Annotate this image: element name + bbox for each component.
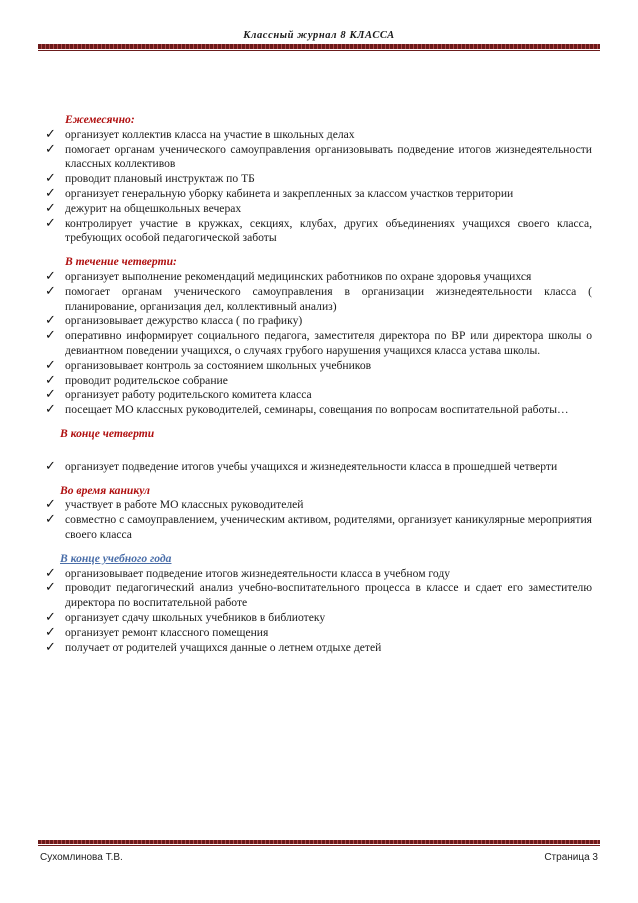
checkmark-icon: ✓ bbox=[45, 458, 56, 474]
list-holidays bbox=[44, 498, 592, 542]
checkmark-icon: ✓ bbox=[45, 372, 56, 388]
list-item: ✓ организовывает контроль за состоянием школьных учебников bbox=[45, 357, 372, 373]
list-item: ✓ организует работу родительского комитета класса bbox=[45, 387, 312, 403]
list-item: ✓ организует сдачу школьных учебников в библиотеку bbox=[45, 609, 326, 625]
checkmark-icon: ✓ bbox=[45, 185, 56, 201]
list-item: ✓ помогает органам ученического самоуправления организовывать подведение итогов жизнедеятельности классных коллективов bbox=[45, 141, 592, 171]
checkmark-icon: ✓ bbox=[45, 171, 56, 187]
section-title: В конце учебного года bbox=[60, 551, 172, 565]
checkmark-icon: ✓ bbox=[45, 357, 56, 373]
list-item: ✓ организует коллектив класса на участие в школьных делах bbox=[45, 126, 355, 142]
list-item: ✓ организует выполнение рекомендаций медицинских работников по охране здоровья учащихся bbox=[45, 268, 532, 284]
list-item: ✓ совместно с самоуправлением, ученическим активом, родителями, организует каникулярные мероприятия своего класса bbox=[45, 512, 592, 541]
list-item: ✓ проводит педагогический анализ учебно-воспитательного процесса в классе и сдает его заместителю директора по воспитательной работе bbox=[45, 580, 592, 610]
section-title: Во время каникул bbox=[60, 483, 151, 497]
list-item: ✓ проводит плановый инструктаж по ТБ bbox=[45, 171, 255, 187]
list-item: ✓ помогает органам ученического самоуправления в организации жизнедеятельности класса ( планирование, организация дел, коллективный анализ) bbox=[45, 283, 592, 313]
footer-page-number: Страница 3 bbox=[544, 852, 598, 863]
checkmark-icon: ✓ bbox=[45, 215, 56, 231]
document-body bbox=[44, 113, 592, 655]
checkmark-icon: ✓ bbox=[45, 497, 56, 513]
checkmark-icon: ✓ bbox=[45, 565, 56, 581]
section-holidays bbox=[44, 484, 592, 499]
list-item: ✓ организовывает дежурство класса ( по графику) bbox=[45, 313, 303, 329]
footer-divider-line bbox=[38, 845, 600, 846]
section-end-of-year bbox=[44, 552, 592, 567]
list-monthly bbox=[44, 128, 592, 246]
list-item: ✓ участвует в работе МО классных руководителей bbox=[45, 497, 304, 513]
section-title: Ежемесячно: bbox=[65, 113, 135, 126]
list-end-of-year bbox=[44, 567, 592, 656]
checkmark-icon: ✓ bbox=[45, 624, 56, 640]
list-item: ✓ организует ремонт классного помещения bbox=[45, 624, 269, 640]
section-title: В конце четверти bbox=[60, 426, 155, 440]
checkmark-icon: ✓ bbox=[45, 200, 56, 216]
list-item: ✓ получает от родителей учащихся данные о летнем отдыхе детей bbox=[45, 639, 382, 655]
header-divider bbox=[38, 44, 600, 49]
checkmark-icon: ✓ bbox=[45, 402, 56, 418]
checkmark-icon: ✓ bbox=[45, 141, 56, 157]
checkmark-icon: ✓ bbox=[45, 313, 56, 329]
list-item: ✓ контролирует участие в кружках, секциях, клубах, других объединениях учащихся своего класса, требующих особой педагогической заботы bbox=[45, 215, 592, 245]
section-monthly bbox=[44, 113, 592, 128]
list-item: ✓ дежурит на общешкольных вечерах bbox=[45, 200, 242, 216]
checkmark-icon: ✓ bbox=[45, 328, 56, 344]
checkmark-icon: ✓ bbox=[45, 512, 56, 528]
list-item: ✓ организует генеральную уборку кабинета и закрепленных за классом участков территории bbox=[45, 185, 514, 201]
checkmark-icon: ✓ bbox=[45, 639, 56, 655]
checkmark-icon: ✓ bbox=[45, 609, 56, 625]
list-item: ✓ посещает МО классных руководителей, семинары, совещания по вопросам воспитательной работы… bbox=[45, 402, 569, 418]
checkmark-icon: ✓ bbox=[45, 387, 56, 403]
checkmark-icon: ✓ bbox=[45, 268, 56, 284]
footer-author: Сухомлинова Т.В. bbox=[40, 852, 123, 863]
footer-divider bbox=[38, 840, 600, 844]
page-header-title: Классный журнал 8 КЛАССА bbox=[243, 30, 395, 41]
checkmark-icon: ✓ bbox=[45, 126, 56, 142]
list-item: ✓ проводит родительское собрание bbox=[45, 372, 228, 388]
checkmark-icon: ✓ bbox=[45, 283, 56, 299]
list-item: ✓ организовывает подведение итогов жизнедеятельности класса в учебном году bbox=[45, 565, 451, 581]
list-item: ✓ организует подведение итогов учебы учащихся и жизнедеятельности класса в прошедшей четверти bbox=[45, 458, 558, 474]
header-divider-line bbox=[38, 50, 600, 51]
list-end-of-quarter bbox=[44, 460, 592, 475]
checkmark-icon: ✓ bbox=[45, 580, 56, 596]
section-end-of-quarter bbox=[44, 427, 592, 442]
list-quarter bbox=[44, 270, 592, 418]
section-quarter bbox=[44, 255, 592, 270]
list-item: ✓ оперативно информирует социального педагога, заместителя директора по ВР или директора школы о девиантном поведении учащихся, о случаях грубого нарушения учащихся класса устава школы. bbox=[45, 328, 592, 357]
section-title: В течение четверти: bbox=[65, 255, 177, 269]
